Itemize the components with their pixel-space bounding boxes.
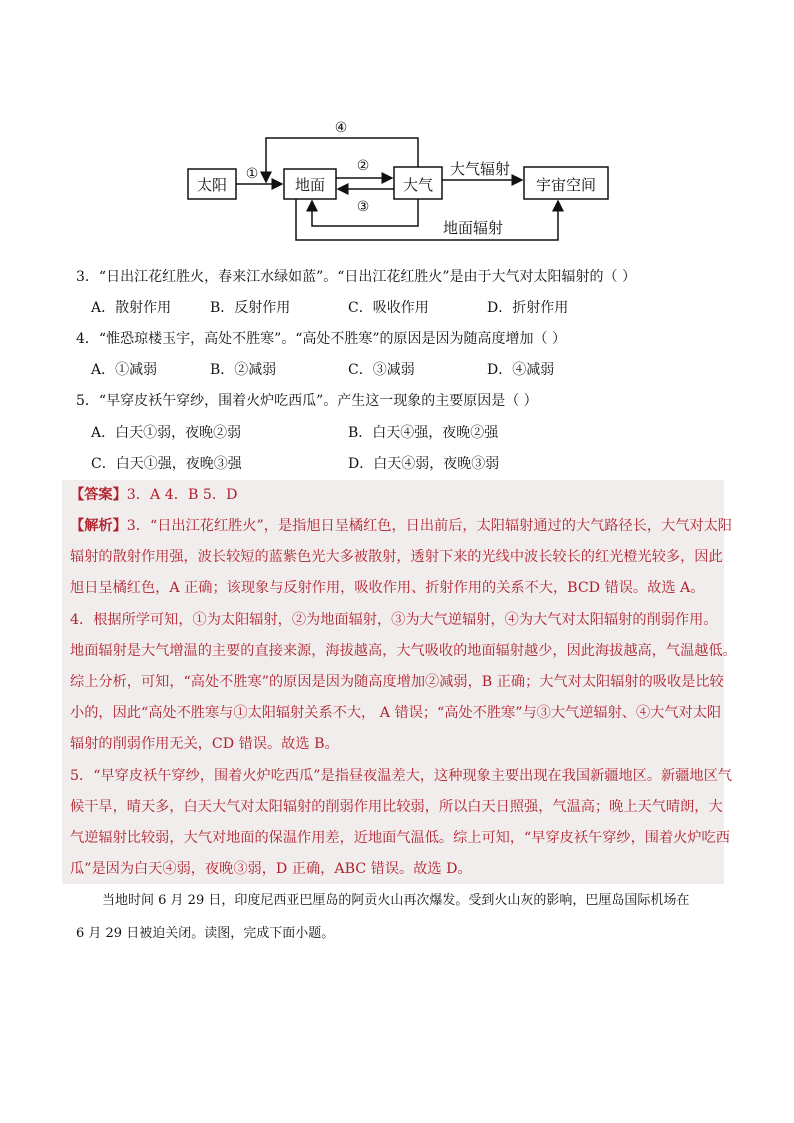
q4-option-d: D．④减弱 bbox=[487, 362, 555, 378]
analysis-line-9: 5．“早穿皮袄午穿纱，围着火炉吃西瓜”是指昼夜温差大，这种现象主要出现在我国新疆地区。新疆地区气 bbox=[70, 768, 732, 784]
analysis-line-10: 候干旱，晴天多，白天大气对太阳辐射的削弱作用比较弱，所以白天日照强，气温高；晚上天气晴朗，大 bbox=[70, 799, 723, 815]
analysis-line-11: 气逆辐射比较弱，大气对地面的保温作用差，近地面气温低。综上可知，“早穿皮袄午穿纱，围着火炉吃西 bbox=[70, 830, 730, 846]
passage-line-1: 当地时间 6 月 29 日，印度尼西亚巴厘岛的阿贡火山再次爆发。受到火山灰的影响，巴厘岛国际机场在 bbox=[102, 893, 690, 908]
analysis-line-4: 4．根据所学可知，①为太阳辐射，②为地面辐射，③为大气逆辐射，④为大气对太阳辐射的削弱作用。 bbox=[70, 612, 718, 628]
analysis-line-8: 辐射的削弱作用无关，CD 错误。故选 B。 bbox=[70, 736, 339, 752]
label-circle-2: ② bbox=[356, 158, 370, 174]
q3-option-a: A．散射作用 bbox=[91, 300, 172, 316]
atmosphere-radiation-diagram bbox=[180, 112, 620, 252]
arrow-four-loop bbox=[266, 138, 418, 182]
label-circle-1: ① bbox=[245, 166, 259, 182]
answer-tag: 【答案】 bbox=[70, 487, 127, 503]
q4-option-c: C．③减弱 bbox=[348, 362, 415, 378]
q3-option-c: C．吸收作用 bbox=[348, 300, 429, 316]
analysis-tag: 【解析】 bbox=[70, 518, 127, 534]
answer-text: 3．A 4．B 5．D bbox=[126, 487, 238, 503]
label-ground-radiation: 地面辐射 bbox=[442, 219, 504, 237]
q3-option-d: D．折射作用 bbox=[487, 300, 569, 316]
analysis-line-12: 瓜”是因为白天④弱，夜晚③弱，D 正确，ABC 错误。故选 D。 bbox=[70, 861, 472, 877]
passage-line-2: 6 月 29 日被迫关闭。读图，完成下面小题。 bbox=[76, 926, 335, 941]
question-4: 4．“惟恐琼楼玉宇，高处不胜寒”。“高处不胜寒”的原因是因为随高度增加（ ） bbox=[76, 331, 566, 347]
q4-option-b: B．②减弱 bbox=[210, 362, 277, 378]
q4-option-a: A．①减弱 bbox=[91, 362, 158, 378]
analysis-line-1 bbox=[70, 516, 732, 536]
atmosphere-label: 大气 bbox=[402, 176, 434, 194]
analysis-text-1: 3．“日出江花红胜火”，是指旭日呈橘红色，日出前后，太阳辐射通过的大气路径长，大气对太阳 bbox=[126, 518, 732, 534]
question-3: 3．“日出江花红胜火，春来江水绿如蓝”。“日出江花红胜火”是由于大气对太阳辐射的（ ） bbox=[76, 269, 636, 285]
q5-option-a: A．白天①弱，夜晚②弱 bbox=[91, 425, 242, 441]
answer-line bbox=[70, 485, 237, 505]
q5-option-b: B．白天④强，夜晚②强 bbox=[348, 425, 499, 441]
question-5: 5．“早穿皮袄午穿纱，围着火炉吃西瓜”。产生这一现象的主要原因是（ ） bbox=[76, 393, 538, 409]
analysis-line-3: 旭日呈橘红色，A 正确；该现象与反射作用，吸收作用、折射作用的关系不大，BCD 错误。故选 A。 bbox=[70, 580, 705, 596]
arrow-ground-to-space bbox=[296, 199, 558, 240]
label-circle-3: ③ bbox=[356, 199, 370, 215]
ground-label: 地面 bbox=[294, 176, 326, 194]
q5-option-c: C．白天①强，夜晚③强 bbox=[91, 456, 242, 472]
analysis-line-6: 综上分析，可知，“高处不胜寒”的原因是因为随高度增加②减弱，B 正确；大气对太阳辐射的吸收是比较 bbox=[70, 674, 724, 690]
analysis-line-7: 小的，因此“高处不胜寒与①太阳辐射关系不大， A 错误；“高处不胜寒”与③大气逆辐射、④大气对太阳 bbox=[70, 705, 722, 721]
sun-label: 太阳 bbox=[196, 176, 228, 194]
space-label: 宇宙空间 bbox=[535, 176, 597, 194]
label-circle-4: ④ bbox=[334, 120, 348, 136]
analysis-line-5: 地面辐射是大气增温的主要的直接来源，海拔越高，大气吸收的地面辐射越少，因此海拔越高，气温越低。 bbox=[70, 643, 737, 659]
label-atmosphere-radiation: 大气辐射 bbox=[449, 160, 511, 178]
q5-option-d: D．白天④弱，夜晚③弱 bbox=[348, 456, 500, 472]
analysis-line-2: 辐射的散射作用强，波长较短的蓝紫色光大多被散射，透射下来的光线中波长较长的红光橙光较多，因此 bbox=[70, 549, 723, 565]
q3-option-b: B．反射作用 bbox=[210, 300, 291, 316]
